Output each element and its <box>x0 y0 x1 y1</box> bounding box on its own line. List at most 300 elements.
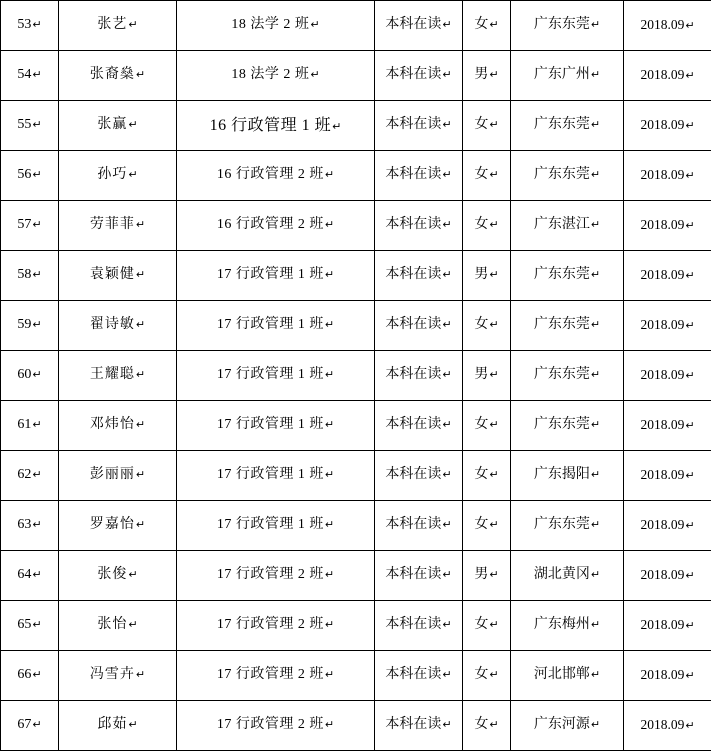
cell-student-name-text: 翟诗敏 <box>90 317 135 334</box>
paragraph-mark-icon: ↵ <box>32 569 41 581</box>
cell-class-text: 16 行政管理 2 班 <box>217 217 324 234</box>
paragraph-mark-icon: ↵ <box>685 370 694 382</box>
paragraph-mark-icon: ↵ <box>685 120 694 132</box>
cell-gender-text: 男 <box>474 67 488 84</box>
paragraph-mark-icon: ↵ <box>325 219 334 231</box>
paragraph-mark-icon: ↵ <box>685 170 694 182</box>
cell-enrollment-status <box>375 351 463 401</box>
cell-admission-date-text: 2018.09 <box>640 417 684 433</box>
paragraph-mark-icon: ↵ <box>332 121 341 133</box>
cell-class <box>177 101 375 151</box>
cell-student-name <box>59 151 177 201</box>
paragraph-mark-icon: ↵ <box>136 519 145 531</box>
cell-admission-date-text: 2018.09 <box>640 567 684 583</box>
cell-sequence-number <box>1 651 59 701</box>
cell-class <box>177 201 375 251</box>
cell-sequence-number-text: 57 <box>17 217 31 234</box>
table-row <box>1 651 711 701</box>
cell-student-name-text: 劳菲菲 <box>90 217 135 234</box>
cell-gender-text: 女 <box>474 717 488 734</box>
table-row <box>1 501 711 551</box>
paragraph-mark-icon: ↵ <box>591 719 600 731</box>
paragraph-mark-icon: ↵ <box>591 269 600 281</box>
cell-enrollment-status <box>375 451 463 501</box>
cell-enrollment-status-text: 本科在读 <box>385 567 441 584</box>
cell-enrollment-status <box>375 501 463 551</box>
cell-enrollment-status-text: 本科在读 <box>385 167 441 184</box>
paragraph-mark-icon: ↵ <box>591 519 600 531</box>
paragraph-mark-icon: ↵ <box>685 320 694 332</box>
paragraph-mark-icon: ↵ <box>136 269 145 281</box>
cell-hometown <box>511 151 624 201</box>
cell-student-name <box>59 51 177 101</box>
cell-gender-text: 女 <box>474 617 488 634</box>
paragraph-mark-icon: ↵ <box>591 19 600 31</box>
cell-student-name <box>59 701 177 751</box>
cell-enrollment-status <box>375 101 463 151</box>
cell-sequence-number-text: 59 <box>17 317 31 334</box>
table-row <box>1 301 711 351</box>
cell-gender <box>463 651 511 701</box>
paragraph-mark-icon: ↵ <box>128 569 137 581</box>
cell-enrollment-status-text: 本科在读 <box>385 117 441 134</box>
paragraph-mark-icon: ↵ <box>442 519 451 531</box>
cell-enrollment-status <box>375 151 463 201</box>
cell-class-text: 17 行政管理 2 班 <box>217 617 324 634</box>
cell-student-name <box>59 301 177 351</box>
paragraph-mark-icon: ↵ <box>489 319 498 331</box>
paragraph-mark-icon: ↵ <box>136 219 145 231</box>
cell-gender <box>463 201 511 251</box>
cell-hometown <box>511 551 624 601</box>
cell-admission-date <box>624 351 711 401</box>
cell-hometown <box>511 701 624 751</box>
table-row <box>1 151 711 201</box>
cell-admission-date-text: 2018.09 <box>640 467 684 483</box>
cell-gender <box>463 551 511 601</box>
cell-admission-date <box>624 651 711 701</box>
cell-student-name <box>59 451 177 501</box>
cell-sequence-number-text: 66 <box>17 667 31 684</box>
cell-enrollment-status-text: 本科在读 <box>385 17 441 34</box>
cell-hometown-text: 广东湛江 <box>534 217 590 234</box>
paragraph-mark-icon: ↵ <box>325 169 334 181</box>
cell-sequence-number <box>1 151 59 201</box>
paragraph-mark-icon: ↵ <box>32 419 41 431</box>
cell-class <box>177 601 375 651</box>
paragraph-mark-icon: ↵ <box>489 169 498 181</box>
cell-student-name-text: 张怡 <box>97 617 127 634</box>
paragraph-mark-icon: ↵ <box>442 419 451 431</box>
paragraph-mark-icon: ↵ <box>136 319 145 331</box>
cell-hometown <box>511 501 624 551</box>
cell-student-name-text: 彭丽丽 <box>90 467 135 484</box>
cell-admission-date <box>624 451 711 501</box>
cell-class-text: 18 法学 2 班 <box>231 67 309 84</box>
cell-gender-text: 女 <box>474 517 488 534</box>
paragraph-mark-icon: ↵ <box>685 720 694 732</box>
cell-gender-text: 女 <box>474 667 488 684</box>
cell-sequence-number-text: 63 <box>17 517 31 534</box>
cell-enrollment-status-text: 本科在读 <box>385 67 441 84</box>
paragraph-mark-icon: ↵ <box>32 69 41 81</box>
cell-hometown-text: 广东东莞 <box>534 517 590 534</box>
paragraph-mark-icon: ↵ <box>32 719 41 731</box>
paragraph-mark-icon: ↵ <box>591 119 600 131</box>
paragraph-mark-icon: ↵ <box>128 169 137 181</box>
cell-enrollment-status <box>375 51 463 101</box>
cell-hometown <box>511 651 624 701</box>
paragraph-mark-icon: ↵ <box>685 220 694 232</box>
cell-class-text: 17 行政管理 1 班 <box>217 267 324 284</box>
cell-admission-date-text: 2018.09 <box>640 67 684 83</box>
paragraph-mark-icon: ↵ <box>489 569 498 581</box>
cell-hometown-text: 广东东莞 <box>534 117 590 134</box>
cell-enrollment-status-text: 本科在读 <box>385 517 441 534</box>
paragraph-mark-icon: ↵ <box>685 70 694 82</box>
paragraph-mark-icon: ↵ <box>489 719 498 731</box>
paragraph-mark-icon: ↵ <box>136 69 145 81</box>
cell-enrollment-status-text: 本科在读 <box>385 617 441 634</box>
cell-class-text: 17 行政管理 1 班 <box>217 317 324 334</box>
table-row <box>1 101 711 151</box>
cell-sequence-number <box>1 351 59 401</box>
cell-student-name-text: 张赢 <box>97 117 127 134</box>
paragraph-mark-icon: ↵ <box>442 469 451 481</box>
paragraph-mark-icon: ↵ <box>442 369 451 381</box>
paragraph-mark-icon: ↵ <box>136 469 145 481</box>
paragraph-mark-icon: ↵ <box>442 69 451 81</box>
paragraph-mark-icon: ↵ <box>325 569 334 581</box>
paragraph-mark-icon: ↵ <box>591 319 600 331</box>
cell-enrollment-status <box>375 1 463 51</box>
table-row <box>1 351 711 401</box>
cell-sequence-number-text: 67 <box>17 717 31 734</box>
paragraph-mark-icon: ↵ <box>685 470 694 482</box>
paragraph-mark-icon: ↵ <box>489 519 498 531</box>
table-row <box>1 601 711 651</box>
cell-enrollment-status-text: 本科在读 <box>385 417 441 434</box>
cell-student-name-text: 张俊 <box>97 567 127 584</box>
cell-admission-date <box>624 401 711 451</box>
cell-class-text: 17 行政管理 2 班 <box>217 717 324 734</box>
cell-class <box>177 1 375 51</box>
paragraph-mark-icon: ↵ <box>591 669 600 681</box>
cell-gender-text: 女 <box>474 167 488 184</box>
paragraph-mark-icon: ↵ <box>442 19 451 31</box>
cell-admission-date <box>624 51 711 101</box>
cell-gender <box>463 701 511 751</box>
paragraph-mark-icon: ↵ <box>442 669 451 681</box>
paragraph-mark-icon: ↵ <box>489 69 498 81</box>
cell-enrollment-status-text: 本科在读 <box>385 317 441 334</box>
cell-admission-date-text: 2018.09 <box>640 717 684 733</box>
paragraph-mark-icon: ↵ <box>591 169 600 181</box>
paragraph-mark-icon: ↵ <box>32 469 41 481</box>
cell-hometown-text: 广东东莞 <box>534 417 590 434</box>
cell-sequence-number <box>1 501 59 551</box>
cell-class-text: 17 行政管理 1 班 <box>217 367 324 384</box>
cell-hometown <box>511 601 624 651</box>
cell-admission-date <box>624 301 711 351</box>
cell-sequence-number <box>1 601 59 651</box>
cell-gender <box>463 101 511 151</box>
cell-sequence-number <box>1 251 59 301</box>
cell-gender-text: 女 <box>474 117 488 134</box>
cell-student-name <box>59 651 177 701</box>
cell-enrollment-status <box>375 601 463 651</box>
paragraph-mark-icon: ↵ <box>489 419 498 431</box>
cell-gender-text: 男 <box>474 567 488 584</box>
cell-gender <box>463 51 511 101</box>
paragraph-mark-icon: ↵ <box>685 520 694 532</box>
paragraph-mark-icon: ↵ <box>591 469 600 481</box>
cell-admission-date-text: 2018.09 <box>640 17 684 33</box>
paragraph-mark-icon: ↵ <box>591 219 600 231</box>
cell-enrollment-status <box>375 551 463 601</box>
cell-gender <box>463 251 511 301</box>
cell-admission-date <box>624 701 711 751</box>
cell-enrollment-status <box>375 701 463 751</box>
paragraph-mark-icon: ↵ <box>685 620 694 632</box>
cell-hometown-text: 广东东莞 <box>534 17 590 34</box>
cell-sequence-number-text: 54 <box>17 67 31 84</box>
cell-hometown <box>511 1 624 51</box>
cell-sequence-number-text: 60 <box>17 367 31 384</box>
cell-student-name <box>59 351 177 401</box>
cell-student-name-text: 冯雪卉 <box>90 667 135 684</box>
cell-class-text: 16 行政管理 2 班 <box>217 167 324 184</box>
cell-admission-date <box>624 601 711 651</box>
paragraph-mark-icon: ↵ <box>310 69 319 81</box>
cell-admission-date-text: 2018.09 <box>640 617 684 633</box>
cell-gender <box>463 501 511 551</box>
paragraph-mark-icon: ↵ <box>489 469 498 481</box>
cell-sequence-number <box>1 201 59 251</box>
cell-admission-date-text: 2018.09 <box>640 217 684 233</box>
cell-hometown <box>511 251 624 301</box>
paragraph-mark-icon: ↵ <box>128 619 137 631</box>
paragraph-mark-icon: ↵ <box>32 619 41 631</box>
paragraph-mark-icon: ↵ <box>685 570 694 582</box>
table-row <box>1 551 711 601</box>
cell-admission-date-text: 2018.09 <box>640 367 684 383</box>
cell-admission-date <box>624 1 711 51</box>
paragraph-mark-icon: ↵ <box>325 519 334 531</box>
cell-sequence-number <box>1 401 59 451</box>
paragraph-mark-icon: ↵ <box>325 369 334 381</box>
paragraph-mark-icon: ↵ <box>442 319 451 331</box>
paragraph-mark-icon: ↵ <box>32 269 41 281</box>
cell-student-name-text: 张裔燊 <box>90 67 135 84</box>
cell-enrollment-status-text: 本科在读 <box>385 667 441 684</box>
paragraph-mark-icon: ↵ <box>136 669 145 681</box>
cell-student-name <box>59 1 177 51</box>
cell-hometown <box>511 101 624 151</box>
cell-enrollment-status <box>375 251 463 301</box>
table-body <box>1 1 711 751</box>
paragraph-mark-icon: ↵ <box>489 619 498 631</box>
cell-student-name-text: 王耀聪 <box>90 367 135 384</box>
table-row <box>1 1 711 51</box>
paragraph-mark-icon: ↵ <box>489 269 498 281</box>
cell-sequence-number-text: 56 <box>17 167 31 184</box>
paragraph-mark-icon: ↵ <box>685 420 694 432</box>
paragraph-mark-icon: ↵ <box>136 369 145 381</box>
table-row <box>1 401 711 451</box>
cell-hometown <box>511 401 624 451</box>
cell-sequence-number <box>1 1 59 51</box>
cell-class-text: 18 法学 2 班 <box>231 17 309 34</box>
cell-class <box>177 151 375 201</box>
paragraph-mark-icon: ↵ <box>128 719 137 731</box>
cell-class <box>177 651 375 701</box>
cell-gender <box>463 151 511 201</box>
paragraph-mark-icon: ↵ <box>442 119 451 131</box>
cell-class <box>177 351 375 401</box>
cell-sequence-number-text: 62 <box>17 467 31 484</box>
cell-sequence-number <box>1 551 59 601</box>
cell-enrollment-status-text: 本科在读 <box>385 467 441 484</box>
paragraph-mark-icon: ↵ <box>310 19 319 31</box>
cell-sequence-number-text: 64 <box>17 567 31 584</box>
paragraph-mark-icon: ↵ <box>591 569 600 581</box>
cell-enrollment-status-text: 本科在读 <box>385 367 441 384</box>
table-row <box>1 701 711 751</box>
cell-hometown-text: 广东东莞 <box>534 167 590 184</box>
cell-hometown-text: 广东揭阳 <box>534 467 590 484</box>
cell-class <box>177 251 375 301</box>
paragraph-mark-icon: ↵ <box>325 419 334 431</box>
cell-gender-text: 女 <box>474 17 488 34</box>
cell-class <box>177 701 375 751</box>
cell-class <box>177 301 375 351</box>
paragraph-mark-icon: ↵ <box>442 269 451 281</box>
paragraph-mark-icon: ↵ <box>489 669 498 681</box>
cell-hometown <box>511 301 624 351</box>
paragraph-mark-icon: ↵ <box>32 369 41 381</box>
cell-student-name <box>59 601 177 651</box>
cell-hometown <box>511 51 624 101</box>
table-row <box>1 451 711 501</box>
cell-hometown-text: 广东东莞 <box>534 267 590 284</box>
cell-class <box>177 451 375 501</box>
cell-sequence-number <box>1 701 59 751</box>
cell-gender <box>463 401 511 451</box>
cell-hometown <box>511 451 624 501</box>
cell-gender <box>463 601 511 651</box>
cell-sequence-number <box>1 51 59 101</box>
paragraph-mark-icon: ↵ <box>128 19 137 31</box>
paragraph-mark-icon: ↵ <box>685 670 694 682</box>
paragraph-mark-icon: ↵ <box>442 619 451 631</box>
cell-admission-date <box>624 251 711 301</box>
cell-admission-date <box>624 151 711 201</box>
cell-student-name <box>59 501 177 551</box>
cell-enrollment-status <box>375 301 463 351</box>
paragraph-mark-icon: ↵ <box>685 20 694 32</box>
cell-student-name <box>59 201 177 251</box>
cell-sequence-number <box>1 451 59 501</box>
cell-enrollment-status <box>375 651 463 701</box>
paragraph-mark-icon: ↵ <box>32 319 41 331</box>
cell-admission-date-text: 2018.09 <box>640 167 684 183</box>
paragraph-mark-icon: ↵ <box>325 469 334 481</box>
paragraph-mark-icon: ↵ <box>489 369 498 381</box>
paragraph-mark-icon: ↵ <box>325 269 334 281</box>
cell-class-text: 17 行政管理 1 班 <box>217 417 324 434</box>
cell-class <box>177 551 375 601</box>
cell-gender-text: 男 <box>474 267 488 284</box>
cell-student-name-text: 邓炜怡 <box>90 417 135 434</box>
cell-class-text: 17 行政管理 1 班 <box>217 517 324 534</box>
paragraph-mark-icon: ↵ <box>32 219 41 231</box>
cell-class-text: 16 行政管理 1 班 <box>210 116 332 135</box>
cell-sequence-number-text: 61 <box>17 417 31 434</box>
cell-hometown-text: 广东河源 <box>534 717 590 734</box>
cell-class-text: 17 行政管理 2 班 <box>217 667 324 684</box>
cell-class <box>177 51 375 101</box>
cell-student-name-text: 邱茹 <box>97 717 127 734</box>
cell-class <box>177 401 375 451</box>
paragraph-mark-icon: ↵ <box>442 169 451 181</box>
paragraph-mark-icon: ↵ <box>32 669 41 681</box>
cell-class-text: 17 行政管理 1 班 <box>217 467 324 484</box>
cell-hometown <box>511 201 624 251</box>
cell-student-name <box>59 551 177 601</box>
cell-hometown-text: 广东东莞 <box>534 367 590 384</box>
cell-student-name <box>59 251 177 301</box>
cell-student-name-text: 罗嘉怡 <box>90 517 135 534</box>
cell-gender <box>463 351 511 401</box>
paragraph-mark-icon: ↵ <box>128 119 137 131</box>
paragraph-mark-icon: ↵ <box>32 169 41 181</box>
cell-enrollment-status-text: 本科在读 <box>385 717 441 734</box>
cell-admission-date-text: 2018.09 <box>640 517 684 533</box>
cell-enrollment-status-text: 本科在读 <box>385 217 441 234</box>
cell-admission-date-text: 2018.09 <box>640 317 684 333</box>
paragraph-mark-icon: ↵ <box>591 69 600 81</box>
paragraph-mark-icon: ↵ <box>489 219 498 231</box>
paragraph-mark-icon: ↵ <box>489 19 498 31</box>
cell-gender <box>463 1 511 51</box>
cell-student-name <box>59 101 177 151</box>
paragraph-mark-icon: ↵ <box>32 119 41 131</box>
cell-student-name-text: 张艺 <box>97 17 127 34</box>
cell-gender-text: 女 <box>474 217 488 234</box>
cell-admission-date-text: 2018.09 <box>640 667 684 683</box>
cell-gender-text: 女 <box>474 417 488 434</box>
cell-hometown-text: 河北邯郸 <box>534 667 590 684</box>
cell-sequence-number-text: 55 <box>17 117 31 134</box>
cell-gender-text: 女 <box>474 467 488 484</box>
table-row <box>1 251 711 301</box>
cell-sequence-number-text: 58 <box>17 267 31 284</box>
cell-gender <box>463 451 511 501</box>
cell-sequence-number <box>1 101 59 151</box>
cell-admission-date <box>624 551 711 601</box>
cell-student-name-text: 袁颖健 <box>90 267 135 284</box>
cell-admission-date <box>624 201 711 251</box>
paragraph-mark-icon: ↵ <box>442 719 451 731</box>
cell-hometown <box>511 351 624 401</box>
cell-enrollment-status <box>375 201 463 251</box>
cell-gender-text: 男 <box>474 367 488 384</box>
cell-admission-date <box>624 101 711 151</box>
cell-class <box>177 501 375 551</box>
paragraph-mark-icon: ↵ <box>325 719 334 731</box>
paragraph-mark-icon: ↵ <box>325 619 334 631</box>
